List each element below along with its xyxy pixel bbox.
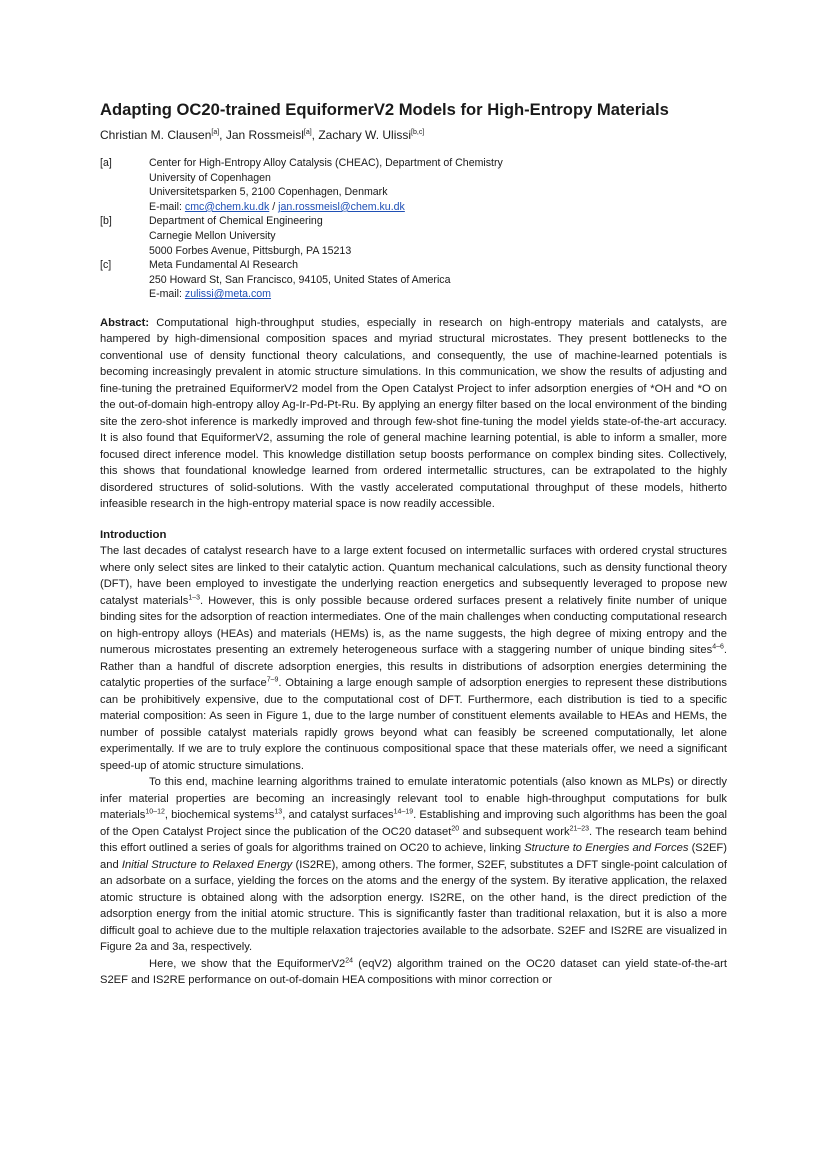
- paragraph-text: and subsequent work: [459, 825, 570, 838]
- section-heading-introduction: Introduction: [100, 528, 167, 541]
- affiliation-list: [100, 156, 727, 302]
- author-name: Zachary W. Ulissi: [318, 128, 412, 142]
- affiliation-line: Universitetsparken 5, 2100 Copenhagen, Denmark: [149, 186, 388, 199]
- paragraph-text: Here, we show that the EquiformerV2: [149, 957, 346, 970]
- paragraph-text: . Establishing and improving such algorithms has been the goal of the Open Catalyst Project since the publication of the OC20 dataset: [100, 809, 728, 838]
- paragraph-text: . Obtaining a large enough sample of adsorption energies to represent these distributions can be prohibitively expensive, due to the computational cost of DFT. Furthermore, each distribution is tied to a specific material composition: As seen in Figure 1, due to the large number of constituent elements available to HEAs and HEMs, the number of possible catalyst materials rapidly grows beyond what can feasibly be screened computationally, let alone experimentally. If we are to truly explore the continuous compositional space that these materials offer, we need a significant speed-up of atomic structure simulations.: [100, 677, 727, 772]
- citation-ref: 20: [451, 825, 460, 833]
- affiliation-line: 250 Howard St, San Francisco, 94105, United States of America: [149, 273, 451, 286]
- affiliation-line: 5000 Forbes Avenue, Pittsburgh, PA 15213: [149, 244, 352, 257]
- citation-ref: 21–23: [569, 825, 590, 833]
- affiliation-tag: [c]: [100, 259, 112, 272]
- affiliation-line: Center for High-Entropy Alloy Catalysis (CHEAC), Department of Chemistry: [149, 157, 503, 169]
- author-list: [100, 128, 727, 143]
- paragraph-text: . However, this is only possible because ordered surfaces present a relatively finite number of unique binding sites for the adsorption of reaction intermediates. One of the main challenges when conducting computational research on high-entropy alloys (HEAs) and materials (HEMs) is, as the name suggests, the high degree of mixing entropy and the numerous microstates presenting an extremely heterogeneous surface with a staggering number of unique binding sites: [100, 594, 728, 657]
- author-separator: ,: [219, 128, 226, 142]
- affiliation-b: [100, 214, 727, 258]
- abstract: [100, 315, 727, 513]
- affiliation-email-line: [149, 287, 451, 302]
- italic-term: Initial Structure to Relaxed Energy: [121, 858, 293, 871]
- author-affiliation-mark: [b,c]: [411, 129, 425, 136]
- intro-paragraph-1: [100, 543, 727, 774]
- affiliation-a: [100, 156, 727, 214]
- paragraph-text: The last decades of catalyst research have to a large extent focused on intermetallic surfaces with ordered crystal structures where only select sites are linked to their catalytic action. Quantum mechanical calculations, such as density functional theory (DFT), have been employed to investigate the underlying reaction energetics and subsequently leveraged to propose new catalyst materials: [100, 545, 727, 607]
- abstract-text: Computational high-throughput studies, especially in research on high-entropy materials and catalysts, are hampered by high-dimensional composition spaces and myriad structural microstates. They present bottlenecks to the conventional use of density functional theory calculations, and consequently, the use of machine-learned potentials is becoming increasingly prevalent in atomic structure simulations. In this communication, we show the results of adjusting and fine-tuning the pretrained EquiformerV2 model from the Open Catalyst Project to infer adsorption energies of *OH and *O on the out-of-domain high-entropy alloy Ag-Ir-Pd-Pt-Ru. By applying an energy filter based on the local environment of the binding site the zero-shot inference is markedly improved and through few-shot fine-tuning the model yields state-of-the-art accuracy. It is also found that EquiformerV2, assuming the role of general machine learning potential, is able to inform a smaller, more focused direct inference model. This knowledge distillation setup boosts performance on complex binding sites. Collectively, this shows that foundational knowledge learned from ordered intermetallic structures, can be extrapolated to the highly disordered structures of solid-solutions. With the vastly accelerated computational throughput of these models, hitherto infeasible research in the high-entropy material space is now readily accessible.: [100, 316, 727, 511]
- paragraph-text: . Rather than a handful of discrete adsorption energies, this results in distributions of adsorption energies determining the catalytic properties of the surface: [100, 644, 727, 690]
- author-name: Jan Rossmeisl: [225, 128, 304, 142]
- paper-title: Adapting OC20-trained EquiformerV2 Models for High-Entropy Materials: [100, 100, 669, 119]
- italic-term: Structure to Energies and Forces: [524, 842, 689, 855]
- citation-ref: 14–19: [393, 808, 414, 816]
- affiliation-line: Meta Fundamental AI Research: [149, 259, 298, 272]
- affiliation-email-line: [149, 200, 503, 215]
- citation-ref: 10–12: [145, 808, 165, 816]
- citation-ref: 4–6: [712, 643, 724, 651]
- email-link-rossmeisl[interactable]: jan.rossmeisl@chem.ku.dk: [278, 200, 405, 213]
- abstract-label: Abstract:: [100, 316, 150, 329]
- email-link-cmc[interactable]: cmc@chem.ku.dk: [184, 200, 270, 213]
- citation-ref: 13: [274, 808, 283, 816]
- intro-paragraph-3: [100, 956, 727, 989]
- email-link-ulissi[interactable]: zulissi@meta.com: [184, 288, 272, 301]
- email-separator: /: [269, 200, 279, 213]
- paper-page: [100, 100, 727, 989]
- paragraph-text: , biochemical systems: [164, 809, 275, 822]
- affiliation-line: University of Copenhagen: [149, 171, 271, 184]
- intro-paragraph-2: [100, 774, 727, 956]
- citation-ref: 1–3: [188, 594, 200, 602]
- paragraph-text: (S2EF) and: [100, 842, 727, 871]
- citation-ref: 24: [345, 957, 354, 965]
- author-name: Christian M. Clausen: [100, 128, 212, 142]
- affiliation-tag: [b]: [100, 215, 112, 228]
- email-label: E-mail:: [149, 288, 185, 301]
- paragraph-text: To this end, machine learning algorithms trained to emulate interatomic potentials (also known as MLPs) or directly infer material properties are becoming an increasingly relevant tool to enable high-throughput computations for bulk materials: [100, 776, 727, 822]
- citation-ref: 7–9: [266, 676, 279, 684]
- author-affiliation-mark: [a]: [303, 129, 312, 136]
- paragraph-text: (IS2RE), among others. The former, S2EF, substitutes a DFT single-point calculation of an adsorbate on a surface, yielding the forces on the atoms and the energy of the system. By iterative application, the relaxed atomic structure is obtained along with the adsorption energy. IS2RE, on the other hand, is the direct prediction of the adsorption energy from the initial atomic structure. This is significantly faster than traditional relaxation, but it is also a more difficult goal to achieve due to the multiple relaxation trajectories available to the adsorbate. S2EF and IS2RE are visualized in Figure 2a and 3a, respectively.: [100, 858, 727, 954]
- email-label: E-mail:: [149, 200, 185, 213]
- affiliation-line: Carnegie Mellon University: [149, 229, 276, 242]
- affiliation-line: Department of Chemical Engineering: [149, 215, 323, 228]
- affiliation-tag: [a]: [100, 157, 112, 169]
- author-separator: ,: [311, 128, 319, 142]
- paragraph-text: . The research team behind this effort outlined a series of goals for algorithms trained on OC20 to achieve, linking: [100, 825, 727, 855]
- paragraph-text: (eqV2) algorithm trained on the OC20 dataset can yield state-of-the-art S2EF and IS2RE performance on out-of-domain HEA compositions with minor correction or: [100, 957, 727, 987]
- author-affiliation-mark: [a]: [211, 129, 220, 136]
- affiliation-c: [100, 258, 727, 302]
- paragraph-text: , and catalyst surfaces: [282, 809, 394, 822]
